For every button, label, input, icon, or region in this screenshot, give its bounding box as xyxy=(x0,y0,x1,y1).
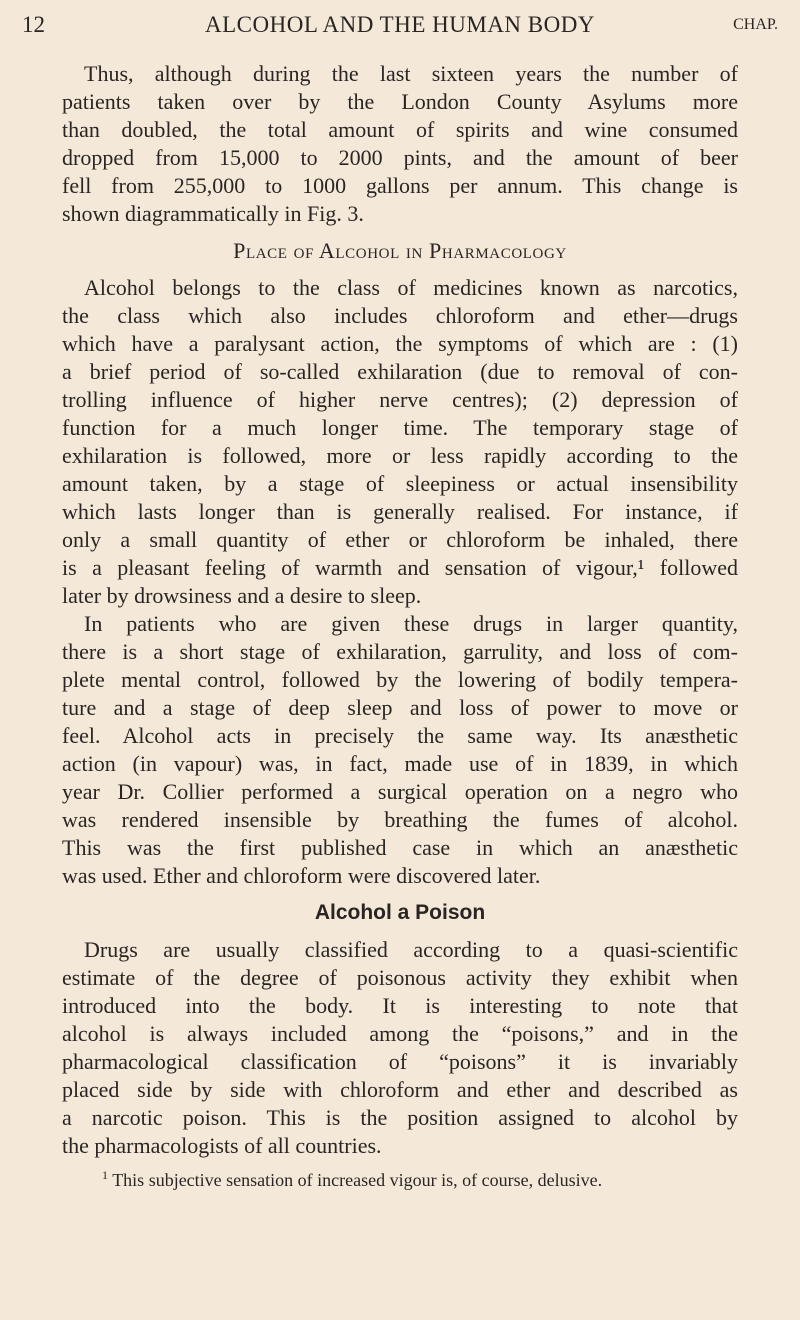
text-line: Drugs are usually classified according to a quasi-scientific xyxy=(84,937,738,962)
text-line: only a small quantity of ether or chloroform be inhaled, there xyxy=(62,527,738,552)
text-line: later by drowsiness and a desire to sleep. xyxy=(62,583,422,608)
text-line: the class which also includes chloroform and ether—drugs xyxy=(62,303,738,328)
text-line: introduced into the body. It is interesting to note that xyxy=(62,993,738,1018)
text-line: action (in vapour) was, in fact, made use of in 1839, in which xyxy=(62,751,738,776)
text-line: there is a short stage of exhilaration, garrulity, and loss of com- xyxy=(62,639,738,664)
text-line: ture and a stage of deep sleep and loss of power to move or xyxy=(62,695,738,720)
text-line: exhilaration is followed, more or less rapidly according to the xyxy=(62,443,738,468)
text-line: patients taken over by the London County Asylums more xyxy=(62,89,738,114)
text-line: a brief period of so-called exhilaration (due to removal of con- xyxy=(62,359,738,384)
text-line: trolling influence of higher nerve centres); (2) depression of xyxy=(62,387,738,412)
chapter-label: CHAP. xyxy=(733,16,778,33)
page-body xyxy=(62,60,738,1195)
paragraph-2 xyxy=(62,274,738,610)
text-line: shown diagrammatically in Fig. 3. xyxy=(62,201,364,226)
text-line: year Dr. Collier performed a surgical operation on a negro who xyxy=(62,779,738,804)
text-line: which lasts longer than is generally realised. For instance, if xyxy=(62,499,738,524)
text-line: is a pleasant feeling of warmth and sensation of vigour,¹ followed xyxy=(62,555,738,580)
text-line: Thus, although during the last sixteen years the number of xyxy=(84,61,738,86)
paragraph-1 xyxy=(62,60,738,228)
text-line: function for a much longer time. The temporary stage of xyxy=(62,415,738,440)
text-line: which have a paralysant action, the symptoms of which are : (1) xyxy=(62,331,738,356)
running-title: ALCOHOL AND THE HUMAN BODY xyxy=(205,12,595,37)
paragraph-4 xyxy=(62,936,738,1160)
text-line: alcohol is always included among the “poisons,” and in the xyxy=(62,1021,738,1046)
text-line: estimate of the degree of poisonous activity they exhibit when xyxy=(62,965,738,990)
section-heading-poison: Alcohol a Poison xyxy=(314,901,486,924)
text-line: amount taken, by a stage of sleepiness or actual insensibility xyxy=(62,471,738,496)
text-line: Alcohol belongs to the class of medicines known as narcotics, xyxy=(84,275,738,300)
section-heading-pharmacology: Place of Alcohol in Pharmacology xyxy=(233,238,567,263)
running-header xyxy=(22,12,778,44)
text-line: plete mental control, followed by the lowering of bodily tempera- xyxy=(62,667,738,692)
text-line: was used. Ether and chloroform were discovered later. xyxy=(62,863,541,888)
text-line: a narcotic poison. This is the position assigned to alcohol by xyxy=(62,1105,738,1130)
text-line: the pharmacologists of all countries. xyxy=(62,1133,382,1158)
page-number: 12 xyxy=(22,12,45,37)
text-line: placed side by side with chloroform and ether and described as xyxy=(62,1077,738,1102)
text-line: fell from 255,000 to 1000 gallons per annum. This change is xyxy=(62,173,738,198)
footnote-text: This subjective sensation of increased vigour is, of course, delusive. xyxy=(112,1170,603,1190)
text-line: dropped from 15,000 to 2000 pints, and the amount of beer xyxy=(62,145,738,170)
text-line: pharmacological classification of “poisons” it is invariably xyxy=(62,1049,738,1074)
text-line: was rendered insensible by breathing the fumes of alcohol. xyxy=(62,807,738,832)
text-line: In patients who are given these drugs in larger quantity, xyxy=(84,611,738,636)
footnote xyxy=(62,1160,738,1195)
text-line: than doubled, the total amount of spirits and wine consumed xyxy=(62,117,738,142)
footnote-marker: 1 xyxy=(102,1168,108,1182)
text-line: feel. Alcohol acts in precisely the same way. Its anæsthetic xyxy=(62,723,738,748)
paragraph-3 xyxy=(62,610,738,890)
text-line: This was the first published case in which an anæsthetic xyxy=(62,835,738,860)
